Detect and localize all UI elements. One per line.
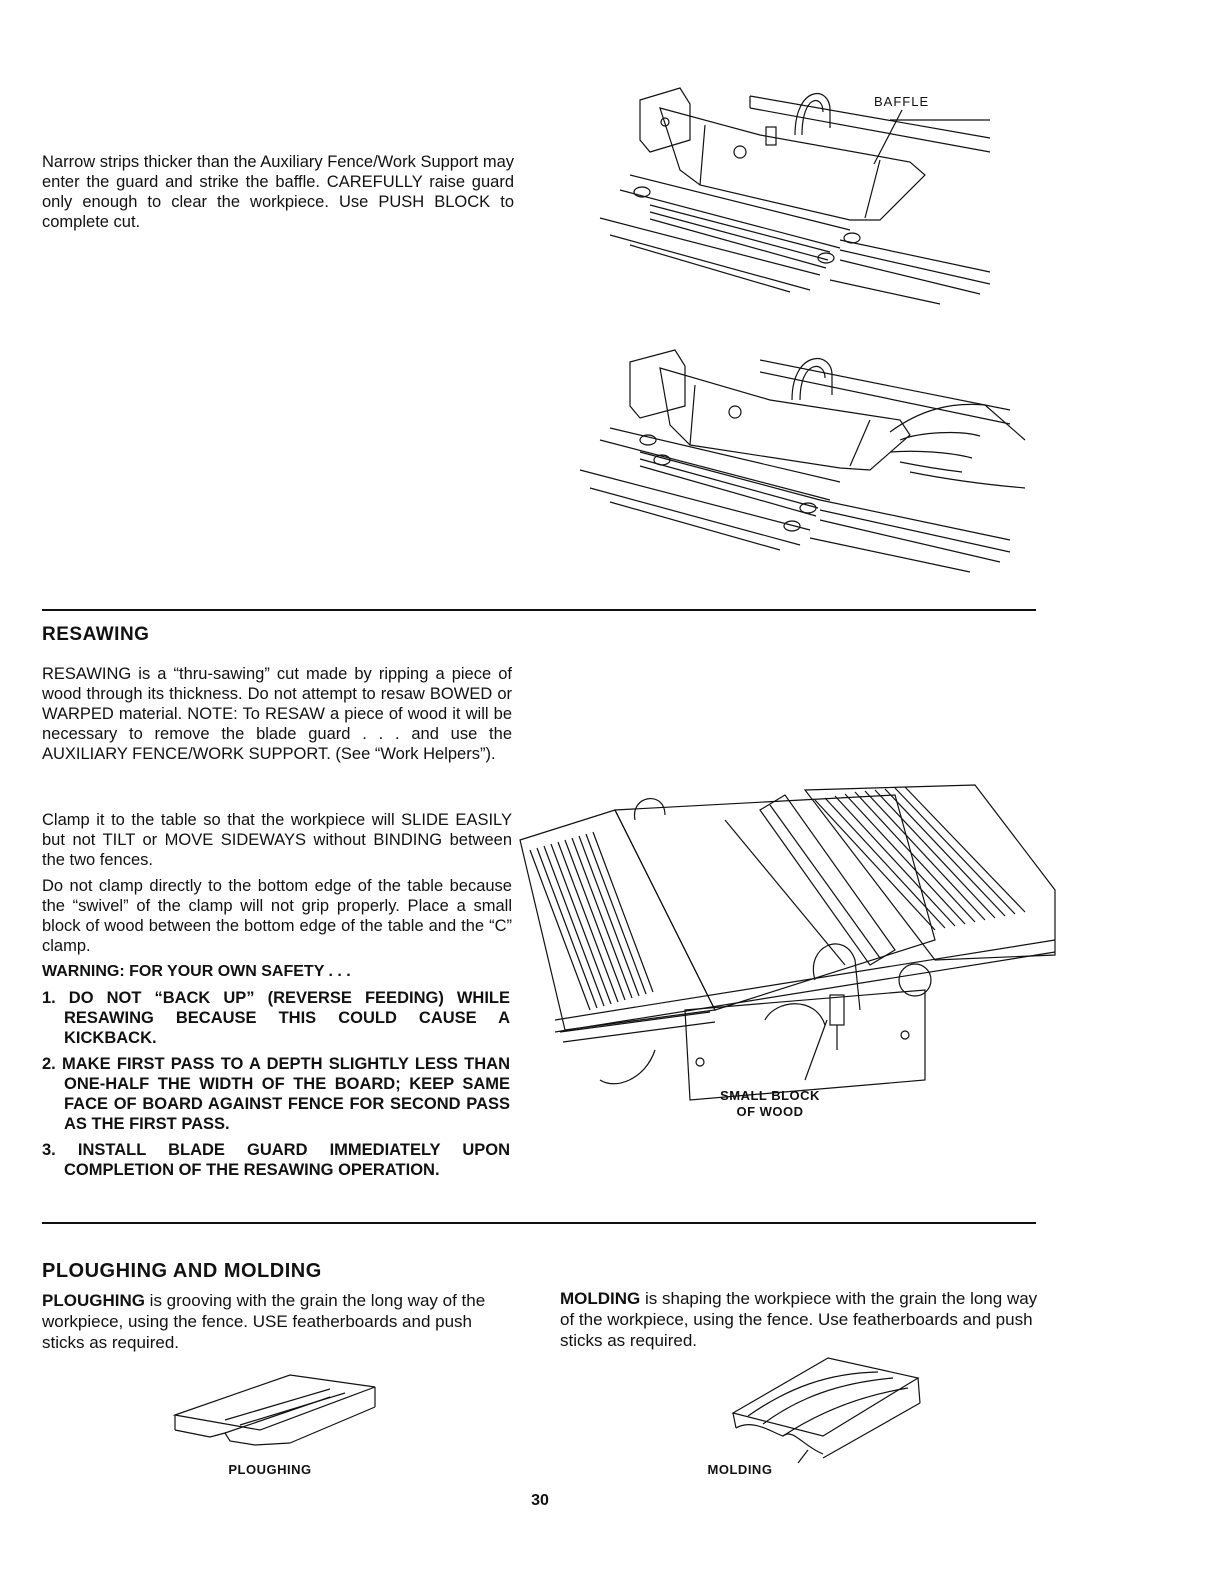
resawing-heading: RESAWING [42, 624, 150, 645]
molding-board-illustration [728, 1358, 928, 1468]
resawing-paragraph-2: Clamp it to the table so that the workpiece will SLIDE EASILY but not TILT or MOVE SIDEWAYS without BINDING between the two fences. [42, 811, 512, 869]
baffle-label: BAFFLE [874, 94, 930, 109]
small-block-label-line1: SMALL BLOCK [720, 1088, 820, 1103]
molding-text: is shaping the workpiece with the grain the long way of the workpiece, using the fence. Use featherboards and push sticks as required. [560, 1289, 1038, 1350]
ploughing-board-illustration [170, 1375, 380, 1450]
page-number: 30 [531, 1492, 549, 1509]
ploughing-text: is grooving with the grain the long way of the workpiece, using the fence. USE featherboards and push sticks as required. [42, 1291, 486, 1352]
resawing-table-saw-illustration [515, 780, 1055, 1100]
molding-term: MOLDING [560, 1289, 641, 1308]
molding-caption: MOLDING [707, 1462, 773, 1477]
intro-paragraph: Narrow strips thicker than the Auxiliary Fence/Work Support may enter the guard and strike the baffle. CAREFULLY raise guard only enough to clear the workpiece. Use PUSH BLOCK to complete cut. [42, 153, 514, 231]
push-block-illustration [570, 340, 1030, 580]
molding-paragraph [560, 1288, 1038, 1351]
section-divider-top [42, 609, 1036, 611]
ploughing-paragraph [42, 1290, 518, 1353]
safety-item-1: 1. DO NOT “BACK UP” (REVERSE FEEDING) WHILE RESAWING BECAUSE THIS COULD CAUSE A KICKBACK. [42, 989, 510, 1047]
small-block-label-line2: OF WOOD [736, 1104, 804, 1119]
ploughing-molding-heading: PLOUGHING AND MOLDING [42, 1260, 322, 1282]
safety-item-2: 2. MAKE FIRST PASS TO A DEPTH SLIGHTLY LESS THAN ONE-HALF THE WIDTH OF THE BOARD; KEEP SAME FACE OF BOARD AGAINST FENCE FOR SECOND PASS AS THE FIRST PASS. [42, 1055, 510, 1133]
safety-item-3: 3. INSTALL BLADE GUARD IMMEDIATELY UPON COMPLETION OF THE RESAWING OPERATION. [42, 1141, 510, 1179]
small-block-label [700, 1088, 840, 1120]
resawing-paragraph-3: Do not clamp directly to the bottom edge of the table because the “swivel” of the clamp will not grip properly. Place a small block of wood between the bottom edge of the table and the “C” clamp. [42, 877, 512, 955]
resawing-paragraph-1: RESAWING is a “thru-sawing” cut made by ripping a piece of wood through its thickness. Do not attempt to resaw BOWED or WARPED material. NOTE: To RESAW a piece of wood it will be necessary to remove the blade guard . . . and use the AUXILIARY FENCE/WORK SUPPORT. (See “Work Helpers”). [42, 665, 512, 763]
safety-list [42, 988, 510, 1186]
ploughing-term: PLOUGHING [42, 1291, 145, 1310]
warning-heading: WARNING: FOR YOUR OWN SAFETY . . . [42, 963, 351, 980]
guard-baffle-illustration [590, 80, 1000, 310]
section-divider-bottom [42, 1222, 1036, 1224]
ploughing-caption: PLOUGHING [228, 1462, 312, 1477]
